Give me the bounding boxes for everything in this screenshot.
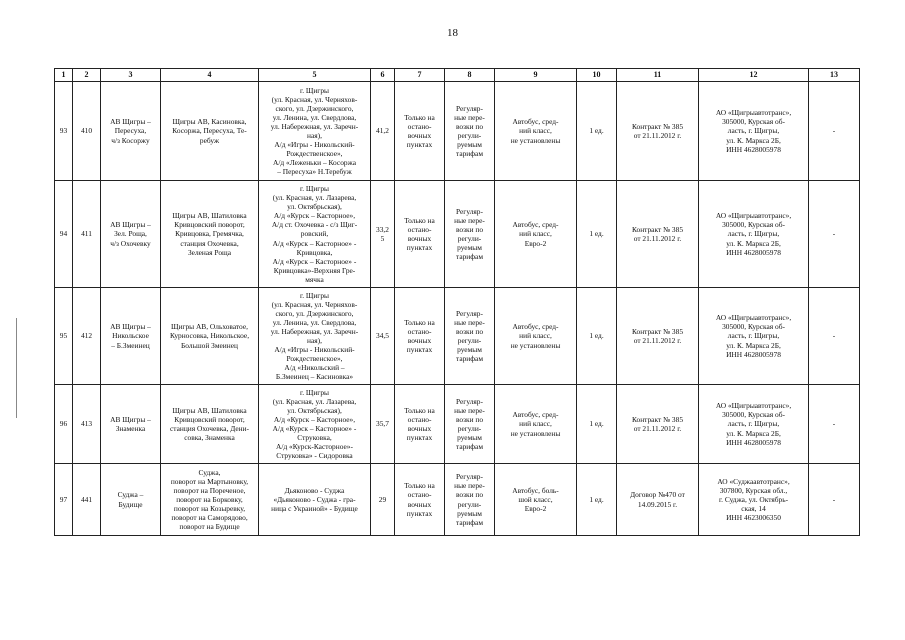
transport-type-line: руемым (457, 140, 482, 150)
carrier-info-line: ул. К. Маркса 2Б, (726, 340, 781, 350)
vehicle-class-line: не установлены (510, 135, 561, 145)
contract-info-line: Контракт № 385 (631, 414, 684, 424)
stops-list-line: поворот на Будище (179, 522, 240, 532)
vehicle-class-line: Евро-2 (524, 238, 547, 248)
streets-list-line: Кривцовка, (296, 247, 333, 257)
stops-list-cell (161, 464, 259, 536)
route-number-cell: 410 (73, 82, 101, 181)
route-name-line: АВ Щигры – (110, 117, 151, 127)
transport-type-line: руемым (457, 345, 482, 355)
route-number-cell: 412 (73, 288, 101, 385)
stop-order-cell (395, 464, 445, 536)
vehicle-class-line: шой класс, (518, 494, 553, 504)
carrier-info-line: г. Суджа, ул. Октябрь- (718, 494, 789, 504)
stops-list-line: поворот на Козыревку, (173, 504, 246, 514)
route-number-cell: 441 (73, 464, 101, 536)
carrier-info-line: АО «Щигрыавтотранс», (715, 401, 792, 411)
carrier-info-line: АО «Щигрыавтотранс», (715, 108, 792, 118)
stop-order-line: пунктах (406, 433, 433, 443)
carrier-info-cell (699, 288, 809, 385)
contract-info-line: Контракт № 385 (631, 224, 684, 234)
transport-type-cell (445, 82, 495, 181)
stops-list-line: поворот на Мартыновку, (170, 476, 249, 486)
contract-info-line: 14.09.2015 г. (637, 499, 678, 509)
route-name-line: Суджа – (117, 490, 144, 500)
streets-list-line: А/д «Курск – Касторное», (273, 414, 356, 424)
carrier-info-cell (699, 181, 809, 288)
transport-type-cell (445, 181, 495, 288)
carrier-info-line: ул. К. Маркса 2Б, (726, 238, 781, 248)
header-cell: 4 (161, 69, 259, 82)
row-number-cell: 94 (55, 181, 73, 288)
row-number-cell: 96 (55, 385, 73, 464)
header-cell: 1 (55, 69, 73, 82)
carrier-info-line: ул. К. Маркса 2Б, (726, 428, 781, 438)
table-row (55, 385, 860, 464)
stop-order-line: вочных (407, 499, 432, 509)
carrier-info-line: ИНН 4628005978 (726, 144, 781, 154)
streets-list-cell (259, 181, 371, 288)
streets-list-line: мячка (305, 274, 324, 284)
stops-list-line: Курносовка, Никольское, (169, 331, 250, 341)
streets-list-cell (259, 288, 371, 385)
transport-type-line: регули- (457, 234, 482, 243)
streets-list-line: Кривцовка»-Верхняя Гре- (273, 265, 356, 275)
stops-list-cell (161, 82, 259, 181)
transport-type-line: возки по (455, 414, 484, 424)
vehicle-count-cell: 1 ед. (577, 288, 617, 385)
row-number-cell: 95 (55, 288, 73, 385)
carrier-info-line: ИНН 4628005978 (726, 437, 781, 447)
stops-list-line: Большой Змеинец (181, 340, 238, 350)
carrier-info-line: АО «Щигрыавтотранс», (715, 313, 792, 323)
carrier-info-line: АО «Щигрыавтотранс», (715, 211, 792, 221)
vehicle-class-cell (495, 464, 577, 536)
route-length-cell (371, 288, 395, 385)
streets-list-line: ная), (307, 131, 322, 140)
vehicle-class-line: Автобус, сред- (512, 322, 559, 332)
streets-list-line: г. Щигры (300, 184, 329, 194)
note-cell: - (809, 82, 860, 181)
route-length-line: 33,2 (376, 224, 389, 234)
transport-type-line: руемым (457, 433, 482, 443)
row-number-cell: 97 (55, 464, 73, 536)
stop-order-line: остано- (407, 121, 432, 131)
transport-type-cell (445, 288, 495, 385)
streets-list-line: ул. Октябрьская), (287, 405, 342, 415)
streets-list-line: «Дьяконово - Суджа - гра- (273, 494, 356, 504)
streets-list-line: г. Щигры (300, 290, 329, 300)
streets-list-line: А/д ст. Охочевка - с/з Щиг- (271, 220, 358, 230)
stop-order-line: пунктах (406, 508, 433, 518)
vehicle-class-line: Автобус, сред- (512, 117, 559, 127)
stops-list-line: поворот на Борковку, (176, 494, 243, 504)
contract-info-line: Договор №470 от (630, 490, 685, 500)
route-name-line: АВ Щигры – (110, 322, 151, 332)
route-name-line: АВ Щигры – (110, 414, 151, 424)
contract-info-cell (617, 385, 699, 464)
route-name-cell (101, 464, 161, 536)
header-cell: 9 (495, 69, 577, 82)
stop-order-cell (395, 82, 445, 181)
table-row (55, 181, 860, 288)
route-number-cell: 413 (73, 385, 101, 464)
transport-type-cell (445, 385, 495, 464)
route-number-cell: 411 (73, 181, 101, 288)
vehicle-count-cell: 1 ед. (577, 181, 617, 288)
route-name-line: Пересуха, (114, 126, 147, 136)
streets-list-line: А/д «Курск – Касторное» - (272, 238, 357, 248)
vehicle-class-cell (495, 288, 577, 385)
route-length-line: 35,7 (376, 419, 389, 429)
stop-order-cell (395, 385, 445, 464)
contract-info-cell (617, 288, 699, 385)
stop-order-line: вочных (407, 234, 432, 243)
route-length-line: 34,5 (376, 331, 389, 341)
streets-list-line: ул. Набережная, ул. Заречн- (270, 326, 359, 336)
streets-list-cell (259, 82, 371, 181)
vehicle-count-cell: 1 ед. (577, 385, 617, 464)
route-name-line: ч/з Охочевку (110, 238, 151, 248)
page-number: 18 (447, 27, 458, 39)
header-cell: 12 (699, 69, 809, 82)
transport-type-line: возки по (455, 490, 484, 500)
stops-list-cell (161, 385, 259, 464)
carrier-info-line: ул. К. Маркса 2Б, (726, 135, 781, 145)
stops-list-line: Кривцовский поворот, (174, 414, 245, 424)
streets-list-line: (ул. Красная, ул. Черняхов- (271, 299, 358, 309)
header-cell: 6 (371, 69, 395, 82)
stop-order-line: пунктах (406, 140, 433, 150)
transport-type-line: ные пере- (454, 317, 485, 327)
stops-list-line: совка, Знаменка (184, 433, 235, 443)
carrier-info-line: ласть, г. Щигры, (727, 229, 780, 239)
route-length-line: 5 (380, 234, 385, 243)
carrier-info-line: 307800, Курская обл., (719, 485, 788, 495)
streets-list-line: ского, ул. Дзержинского, (275, 308, 354, 318)
streets-list-line: ул. Ленина, ул. Свердлова, (272, 112, 357, 122)
streets-list-line: ница с Украиной» - Будище (271, 504, 358, 514)
carrier-info-line: 305000, Курская об- (722, 322, 785, 332)
route-name-line: Никольское (112, 331, 149, 341)
streets-list-line: ул. Октябрьская), (287, 202, 342, 212)
transport-type-line: возки по (455, 326, 484, 336)
streets-list-line: ул. Ленина, ул. Свердлова, (272, 317, 357, 327)
transport-type-line: Регуляр- (456, 472, 483, 482)
stop-order-cell (395, 288, 445, 385)
routes-table (54, 68, 860, 536)
route-length-cell (371, 181, 395, 288)
vehicle-class-line: ний класс, (519, 331, 552, 341)
table-row (55, 288, 860, 385)
stop-order-line: Только на (404, 405, 435, 415)
streets-list-line: А/д «Леженьки – Косоржа (273, 158, 356, 168)
vehicle-count-cell: 1 ед. (577, 464, 617, 536)
transport-type-line: возки по (455, 121, 484, 131)
carrier-info-line: ласть, г. Щигры, (727, 331, 780, 341)
stop-order-line: Только на (404, 481, 435, 491)
route-name-line: АВ Щигры – (110, 220, 151, 230)
streets-list-line: Струковка, (297, 433, 332, 443)
transport-type-line: Регуляр- (456, 103, 483, 113)
vehicle-class-line: Евро-2 (524, 504, 547, 514)
carrier-info-line: АО «Суджаавтотранс», (717, 476, 790, 486)
streets-list-line: ского, ул. Дзержинского, (275, 103, 354, 113)
transport-type-line: ные пере- (454, 112, 485, 122)
transport-type-line: тарифам (456, 442, 483, 452)
streets-list-line: А/д «Никольский – (284, 363, 345, 373)
streets-list-line: (ул. Красная, ул. Лазарева, (272, 396, 357, 406)
stop-order-line: вочных (407, 131, 432, 140)
contract-info-line: от 21.11.2012 г. (633, 234, 682, 243)
route-name-cell (101, 181, 161, 288)
margin-line (16, 318, 17, 418)
vehicle-class-cell (495, 181, 577, 288)
streets-list-line: Б.Змеинец – Касиновка» (275, 372, 354, 382)
streets-list-line: г. Щигры (300, 387, 329, 397)
vehicle-class-cell (495, 82, 577, 181)
header-cell: 3 (101, 69, 161, 82)
streets-list-line: ная), (307, 336, 322, 345)
header-cell: 7 (395, 69, 445, 82)
vehicle-class-line: Автобус, боль- (512, 485, 559, 495)
contract-info-line: от 21.11.2012 г. (633, 424, 682, 433)
note-cell: - (809, 385, 860, 464)
route-name-line: Знаменка (115, 424, 146, 433)
header-cell: 11 (617, 69, 699, 82)
contract-info-cell (617, 464, 699, 536)
carrier-info-line: ИНН 4628005978 (726, 349, 781, 359)
stop-order-line: остано- (407, 414, 432, 424)
stop-order-line: остано- (407, 326, 432, 336)
transport-type-line: регули- (457, 499, 482, 509)
streets-list-line: Рождественское», (286, 149, 343, 159)
vehicle-class-line: Автобус, сред- (512, 410, 559, 420)
vehicle-class-cell (495, 385, 577, 464)
vehicle-class-line: не установлены (510, 428, 561, 438)
contract-info-cell (617, 82, 699, 181)
stops-list-line: Щигры АВ, Шатиловка (172, 405, 247, 415)
stop-order-line: Только на (404, 215, 435, 225)
vehicle-class-line: ний класс, (519, 229, 552, 239)
streets-list-line: Струковка» - Сидоровка (276, 451, 353, 461)
stops-list-line: Косоржа, Пересуха, Те- (172, 126, 247, 136)
streets-list-line: А/д «Игры - Никольский- (274, 345, 355, 355)
streets-list-cell (259, 385, 371, 464)
stops-list-line: Щигры АВ, Касиновка, (172, 117, 247, 127)
carrier-info-line: 305000, Курская об- (722, 410, 785, 420)
note-cell: - (809, 464, 860, 536)
transport-type-line: регули- (457, 336, 482, 345)
streets-list-cell (259, 464, 371, 536)
note-cell: - (809, 288, 860, 385)
carrier-info-line: 305000, Курская об- (722, 117, 785, 127)
carrier-info-cell (699, 82, 809, 181)
stops-list-line: Зеленая Роща (187, 247, 232, 257)
stop-order-line: вочных (407, 336, 432, 345)
stop-order-line: вочных (407, 424, 432, 433)
streets-list-line: А/д «Курск – Касторное» - (272, 424, 357, 433)
contract-info-line: Контракт № 385 (631, 121, 684, 131)
table-row (55, 82, 860, 181)
header-cell: 8 (445, 69, 495, 82)
stops-list-cell (161, 181, 259, 288)
stops-list-cell (161, 288, 259, 385)
stop-order-line: Только на (404, 112, 435, 122)
stop-order-line: пунктах (406, 243, 433, 253)
stop-order-line: остано- (407, 224, 432, 234)
vehicle-class-line: Автобус, сред- (512, 220, 559, 230)
transport-type-line: тарифам (456, 517, 483, 527)
streets-list-line: г. Щигры (300, 85, 329, 95)
transport-type-line: руемым (457, 243, 482, 253)
header-cell: 2 (73, 69, 101, 82)
transport-type-line: Регуляр- (456, 396, 483, 406)
table-row (55, 464, 860, 536)
streets-list-line: Рождественское», (286, 354, 343, 364)
stops-list-line: станция Охочевка, Дени- (170, 424, 249, 433)
transport-type-line: регули- (457, 131, 482, 140)
streets-list-line: А/д «Курск – Касторное» - (272, 256, 357, 266)
carrier-info-cell (699, 385, 809, 464)
streets-list-line: Дьяконово - Суджа (284, 485, 345, 495)
streets-list-line: А/д «Курск – Касторное», (273, 211, 356, 221)
vehicle-class-line: ний класс, (519, 419, 552, 429)
stop-order-line: Только на (404, 317, 435, 327)
streets-list-line: (ул. Красная, ул. Черняхов- (271, 94, 358, 104)
header-cell: 10 (577, 69, 617, 82)
header-row (55, 69, 860, 82)
stops-list-line: Щигры АВ, Шатиловка (172, 211, 247, 221)
transport-type-line: тарифам (456, 252, 483, 262)
route-name-line: – Б.Змеинец (111, 340, 150, 350)
contract-info-cell (617, 181, 699, 288)
transport-type-line: возки по (455, 224, 484, 234)
carrier-info-line: ИНН 4623006350 (726, 513, 781, 523)
transport-type-line: тарифам (456, 149, 483, 159)
route-length-line: 29 (378, 494, 387, 504)
transport-type-line: ные пере- (454, 405, 485, 415)
carrier-info-cell (699, 464, 809, 536)
route-name-cell (101, 82, 161, 181)
header-cell: 5 (259, 69, 371, 82)
streets-list-line: А/д «Игры - Никольский- (274, 140, 355, 150)
transport-type-line: тарифам (456, 354, 483, 364)
stops-list-line: Суджа, (198, 467, 221, 477)
transport-type-line: регули- (457, 424, 482, 433)
transport-type-line: ные пере- (454, 215, 485, 225)
header-cell: 13 (809, 69, 860, 82)
vehicle-class-line: ний класс, (519, 126, 552, 136)
stop-order-line: пунктах (406, 345, 433, 355)
streets-list-line: (ул. Красная, ул. Лазарева, (272, 193, 357, 203)
route-length-cell (371, 82, 395, 181)
route-length-cell (371, 464, 395, 536)
transport-type-line: ные пере- (454, 481, 485, 491)
stops-list-line: ребуж (199, 135, 220, 145)
streets-list-line: А/д «Курск-Касторное»- (276, 442, 353, 452)
stops-list-line: станция Охочевка, (180, 238, 239, 248)
route-name-cell (101, 385, 161, 464)
transport-type-cell (445, 464, 495, 536)
route-length-line: 41,2 (376, 126, 389, 136)
stops-list-line: поворот на Саморядово, (171, 513, 248, 523)
carrier-info-line: 305000, Курская об- (722, 220, 785, 230)
route-name-line: Будище (118, 499, 143, 509)
streets-list-line: ул. Набережная, ул. Заречн- (270, 121, 359, 131)
contract-info-line: Контракт № 385 (631, 326, 684, 336)
stops-list-line: поворот на Пореченое, (173, 485, 246, 495)
transport-type-line: Регуляр- (456, 206, 483, 216)
contract-info-line: от 21.11.2012 г. (633, 336, 682, 345)
carrier-info-line: ская, 14 (741, 504, 766, 514)
streets-list-line: – Пересуха» Н.Теребуж (277, 167, 352, 177)
stops-list-line: Кривцовка, Гремячка, (175, 229, 244, 239)
route-name-cell (101, 288, 161, 385)
transport-type-line: Регуляр- (456, 308, 483, 318)
note-cell: - (809, 181, 860, 288)
transport-type-line: руемым (457, 508, 482, 518)
streets-list-line: ровский, (300, 229, 329, 239)
stops-list-line: Щигры АВ, Ольховатое, (171, 322, 248, 332)
contract-info-line: от 21.11.2012 г. (633, 131, 682, 140)
carrier-info-line: ИНН 4628005978 (726, 247, 781, 257)
stops-list-line: Кривцовский поворот, (174, 220, 245, 230)
route-name-line: ч/з Косоржу (111, 135, 150, 145)
vehicle-class-line: не установлены (510, 340, 561, 350)
row-number-cell: 93 (55, 82, 73, 181)
stop-order-line: остано- (407, 490, 432, 500)
carrier-info-line: ласть, г. Щигры, (727, 126, 780, 136)
vehicle-count-cell: 1 ед. (577, 82, 617, 181)
stop-order-cell (395, 181, 445, 288)
carrier-info-line: ласть, г. Щигры, (727, 419, 780, 429)
route-length-cell (371, 385, 395, 464)
route-name-line: Зел. Роща, (114, 229, 147, 239)
